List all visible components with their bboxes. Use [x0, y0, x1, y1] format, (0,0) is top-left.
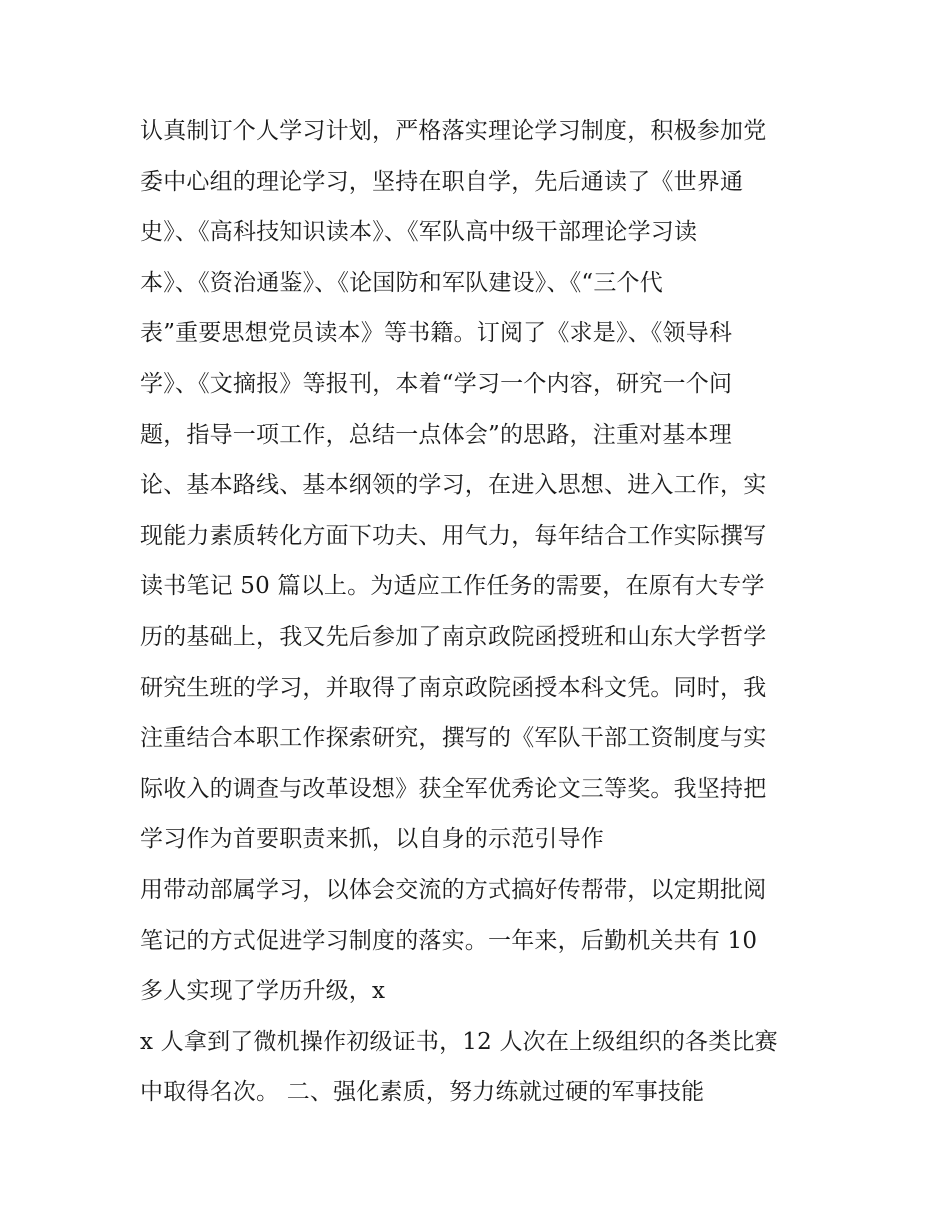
text-line: 本》、《资治通鉴》、《论国防和军队建设》、《“三个代	[140, 269, 663, 296]
text-line: x 人拿到了微机操作初级证书，12 人次在上级组织的各类比赛	[140, 1028, 778, 1055]
text-line: 用带动部属学习，以体会交流的方式搞好传帮带，以定期批阅	[140, 876, 767, 903]
text-line: 委中心组的理论学习，坚持在职自学，先后通读了《世界通	[140, 168, 744, 195]
text-line: 多人实现了学历升级，x	[140, 978, 386, 1005]
text-line: 史》、《高科技知识读本》、《军队高中级干部理论学习读	[140, 219, 698, 246]
text-line: 研究生班的学习，并取得了南京政院函授本科文凭。同时，我	[140, 674, 767, 701]
text-line: 中取得名次。 二、强化素质，努力练就过硬的军事技能	[140, 1079, 705, 1106]
text-line: 际收入的调查与改革设想》获全军优秀论文三等奖。我坚持把	[140, 775, 767, 802]
text-line: 注重结合本职工作探索研究，撰写的《军队干部工资制度与实	[140, 725, 767, 752]
text-line: 学习作为首要职责来抓，以自身的示范引导作	[140, 826, 604, 853]
text-line: 历的基础上，我又先后参加了南京政院函授班和山东大学哲学	[140, 623, 767, 650]
text-line: 认真制订个人学习计划，严格落实理论学习制度，积极参加党	[140, 118, 767, 144]
body-paragraph	[140, 106, 830, 1118]
text-line: 学》、《文摘报》等报刊，本着“学习一个内容，研究一个问	[140, 370, 733, 397]
text-line: 题，指导一项工作，总结一点体会”的思路，注重对基本理	[140, 421, 732, 448]
text-line: 现能力素质转化方面下功夫、用气力，每年结合工作实际撰写	[140, 522, 767, 549]
text-line: 表”重要思想党员读本》等书籍。订阅了《求是》、《领导科	[140, 320, 733, 347]
text-line: 笔记的方式促进学习制度的落实。一年来，后勤机关共有 10	[140, 927, 758, 954]
text-line: 读书笔记 50 篇以上。为适应工作任务的需要，在原有大专学	[140, 573, 765, 600]
text-line: 论、基本路线、基本纲领的学习，在进入思想、进入工作，实	[140, 472, 767, 499]
